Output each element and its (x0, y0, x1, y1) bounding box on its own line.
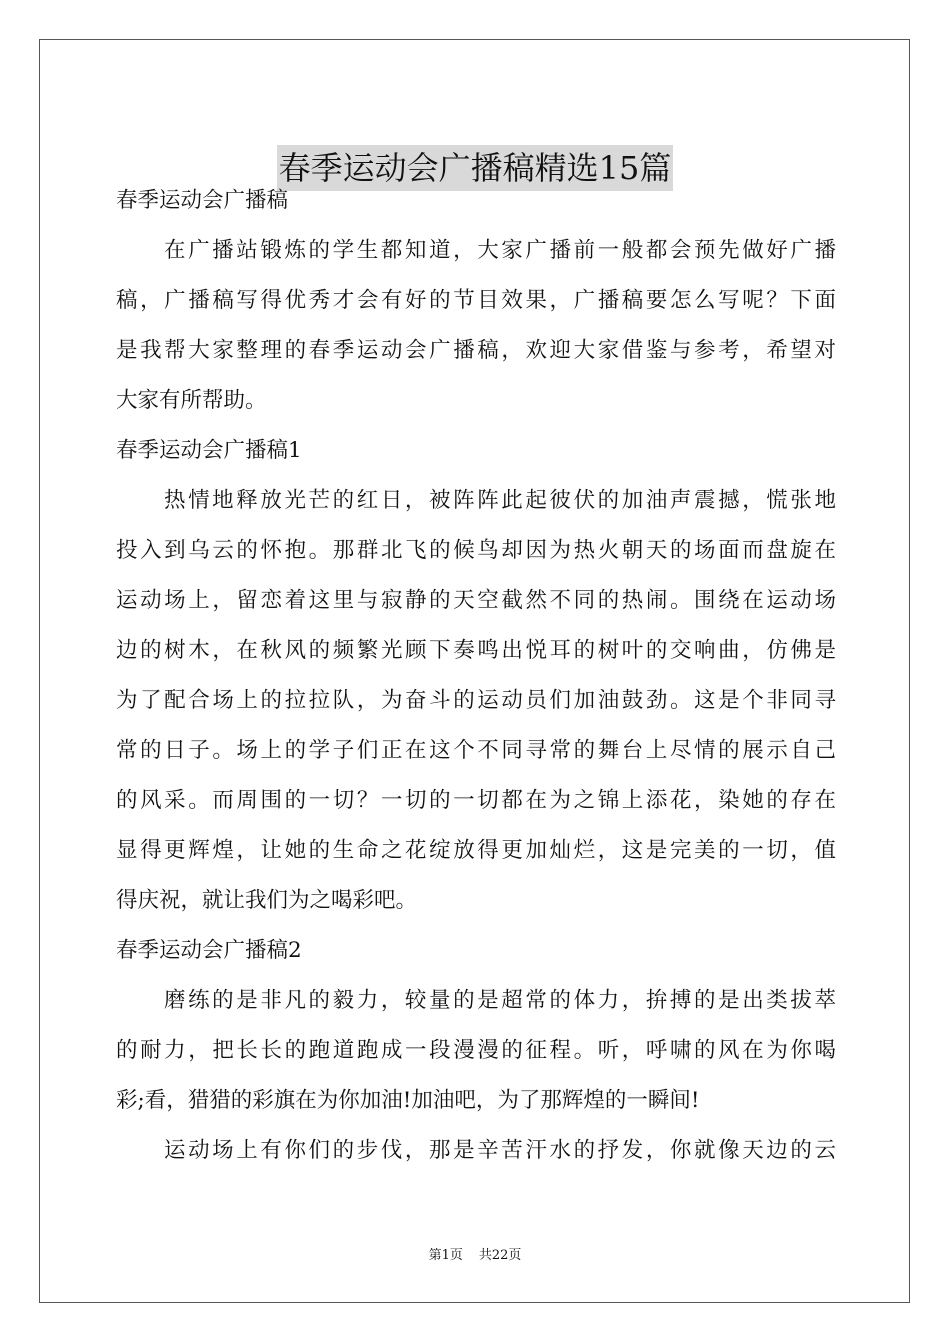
page-number-current: 第1页 (428, 1248, 463, 1263)
paragraph-line: 是我帮大家整理的春季运动会广播稿，欢迎大家借鉴与参考，希望对 (116, 338, 836, 363)
paragraph-line: 常的日子。场上的学子们正在这个不同寻常的舞台上尽情的展示自己 (116, 738, 836, 763)
page-number-total: 共22页 (478, 1248, 522, 1263)
paragraph-line: 彩;看，猎猎的彩旗在为你加油!加油吧，为了那辉煌的一瞬间! (116, 1088, 700, 1113)
paragraph-line: 为了配合场上的拉拉队，为奋斗的运动员们加油鼓劲。这是个非同寻 (116, 688, 836, 713)
paragraph-line: 热情地释放光芒的红日，被阵阵此起彼伏的加油声震撼，慌张地 (164, 488, 836, 513)
paragraph-line: 磨练的是非凡的毅力，较量的是超常的体力，拚搏的是出类拔萃 (164, 988, 836, 1013)
paragraph-line: 运动场上，留恋着这里与寂静的天空截然不同的热闹。围绕在运动场 (116, 588, 836, 613)
paragraph-line: 投入到乌云的怀抱。那群北飞的候鸟却因为热火朝天的场面而盘旋在 (116, 538, 836, 563)
paragraph-line: 得庆祝，就让我们为之喝彩吧。 (116, 888, 418, 913)
paragraph-line: 稿，广播稿写得优秀才会有好的节目效果，广播稿要怎么写呢？下面 (116, 288, 836, 313)
section-heading: 春季运动会广播稿1 (116, 438, 302, 463)
paragraph-line: 运动场上有你们的步伐，那是辛苦汗水的抒发，你就像天边的云 (164, 1138, 836, 1163)
document-body (116, 176, 836, 1176)
paragraph-line: 大家有所帮助。 (116, 388, 267, 413)
page-footer (0, 1246, 950, 1266)
paragraph-line: 的风采。而周围的一切？一切的一切都在为之锦上添花，染她的存在 (116, 788, 836, 813)
section-heading: 春季运动会广播稿 (116, 188, 289, 213)
paragraph-line: 在广播站锻炼的学生都知道，大家广播前一般都会预先做好广播 (164, 238, 836, 263)
paragraph-line: 显得更辉煌，让她的生命之花绽放得更加灿烂，这是完美的一切，值 (116, 838, 836, 863)
section-heading: 春季运动会广播稿2 (116, 938, 302, 963)
paragraph-line: 的耐力，把长长的跑道跑成一段漫漫的征程。听，呼啸的风在为你喝 (116, 1038, 836, 1063)
paragraph-line: 边的树木，在秋风的频繁光顾下奏鸣出悦耳的树叶的交响曲，仿佛是 (116, 638, 836, 663)
document-title: 春季运动会广播稿精选15篇 (277, 145, 674, 191)
